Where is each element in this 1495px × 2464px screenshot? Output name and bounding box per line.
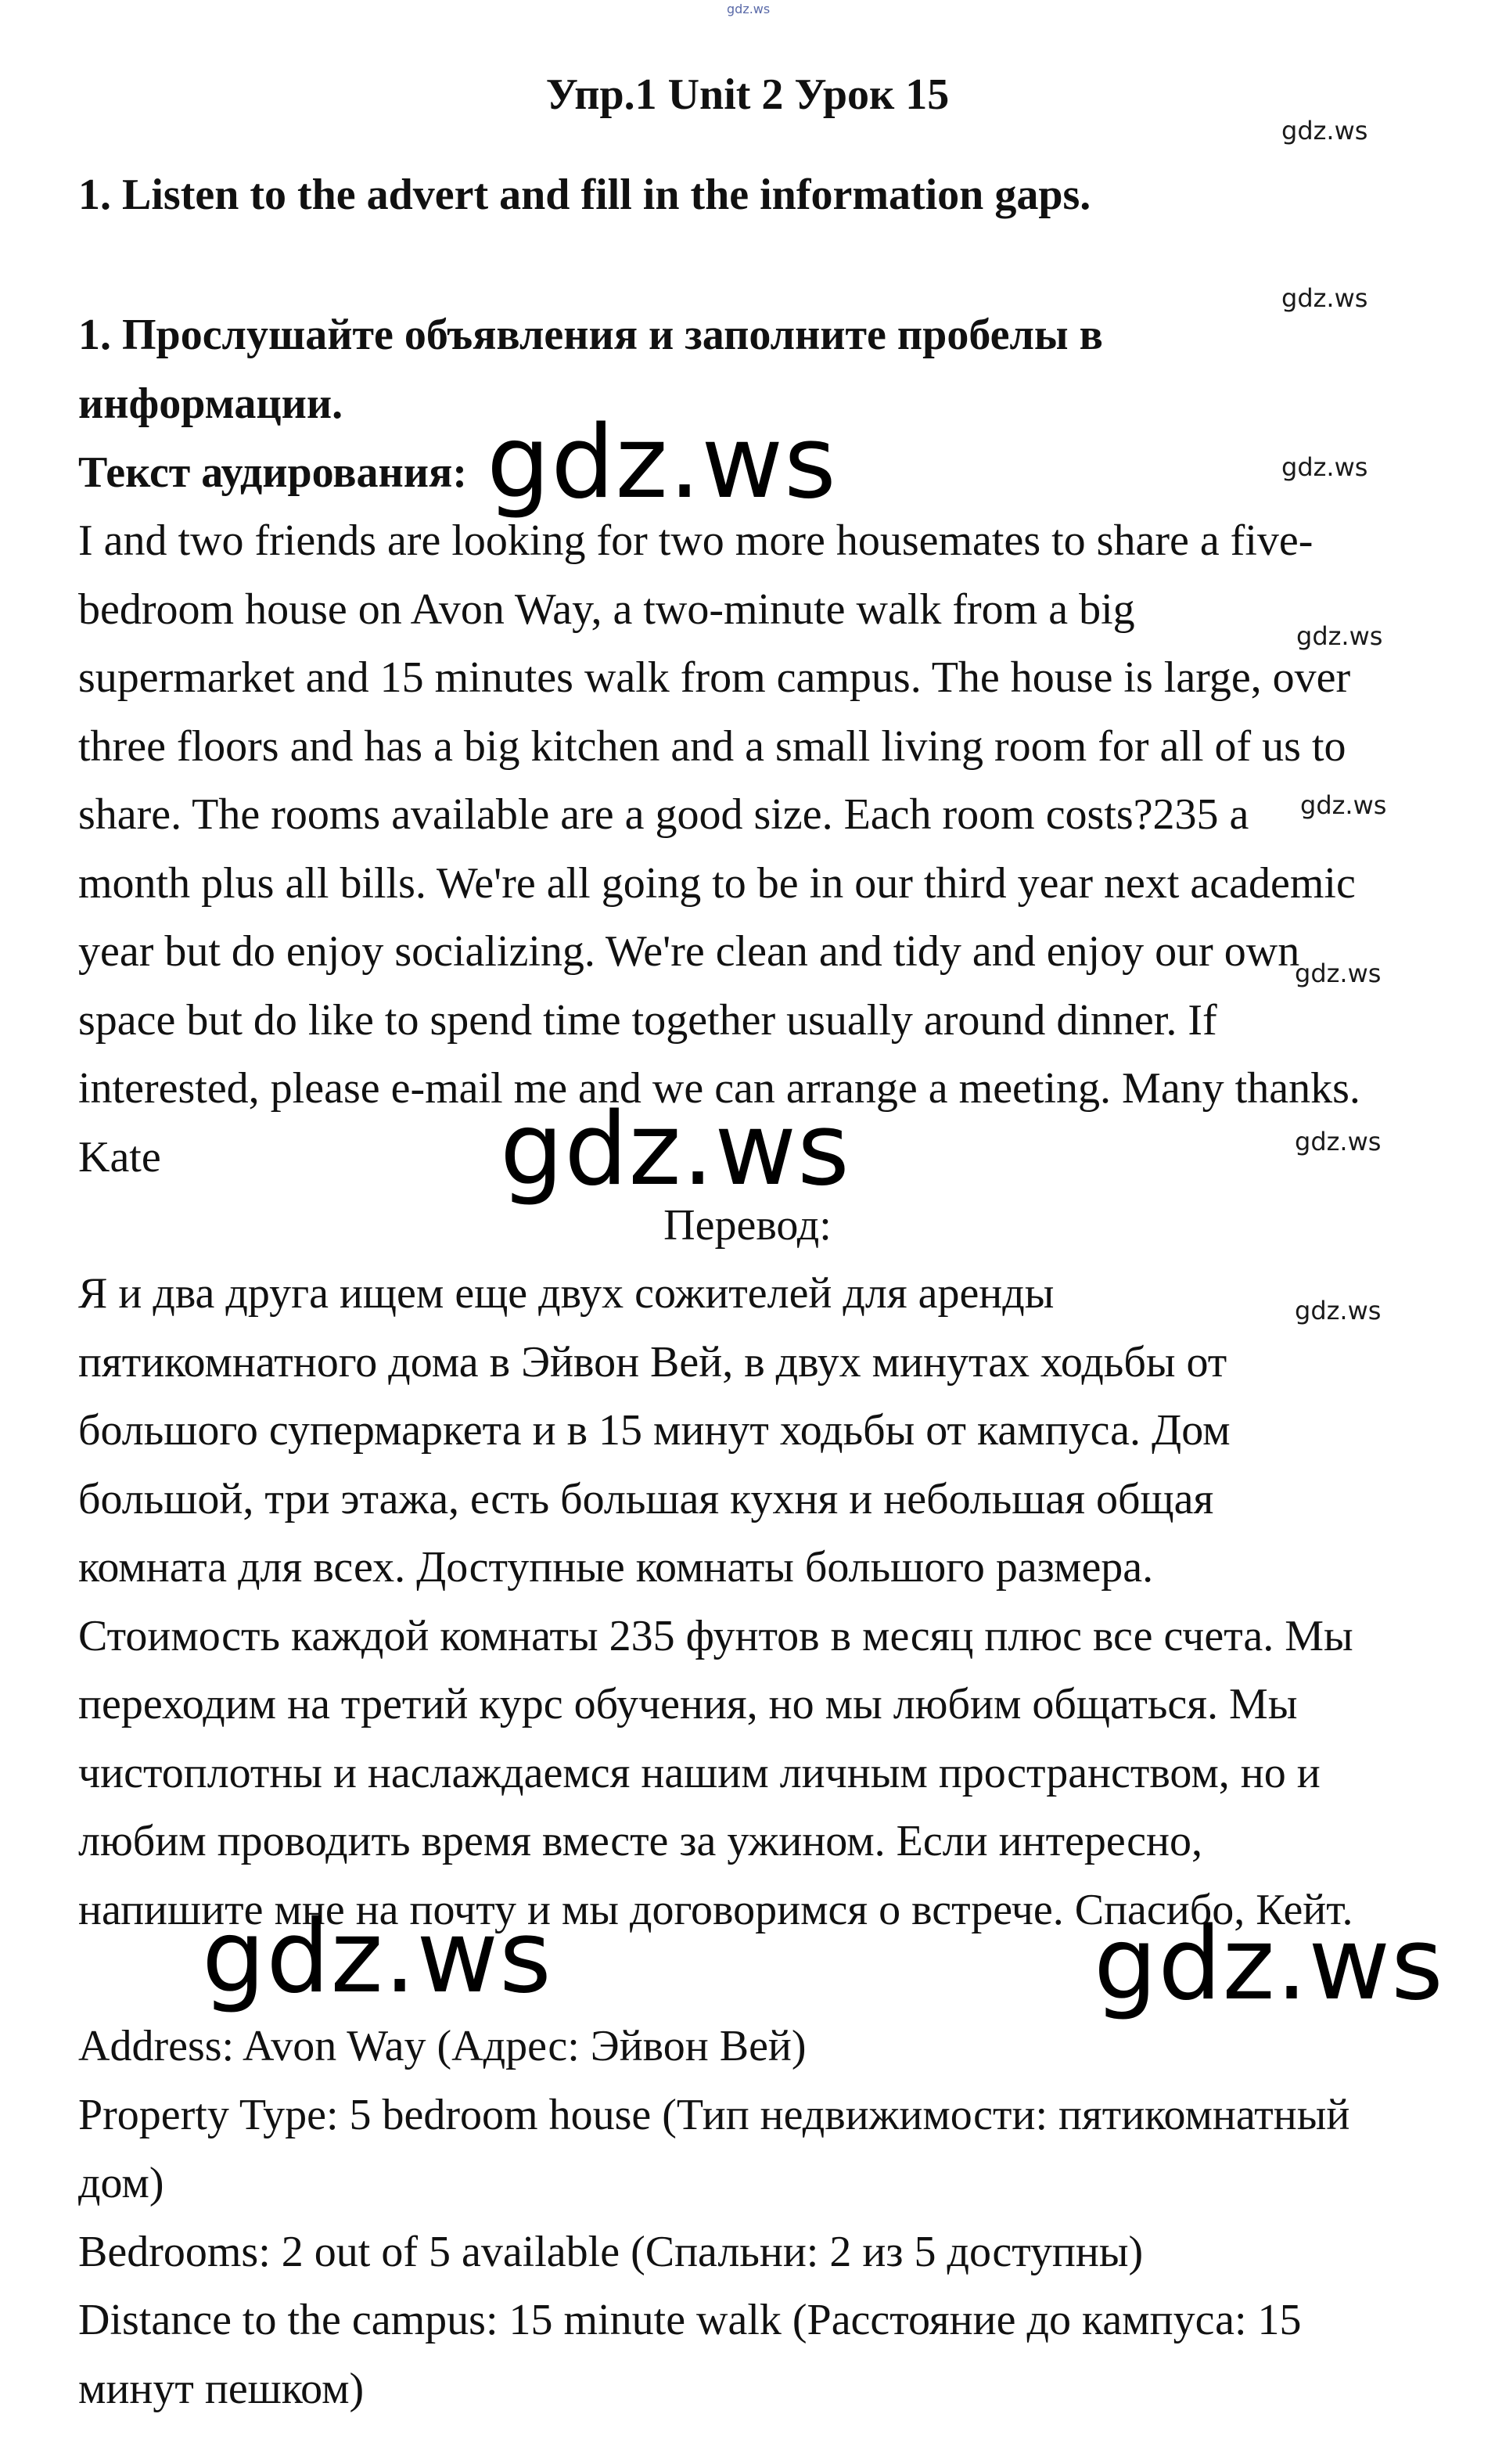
answer-line: минут пешком) [78, 2364, 365, 2413]
watermark-small: gdz.ws [1295, 1296, 1382, 1326]
watermark-big: gdz.ws [500, 1092, 850, 1208]
translation-line: любим проводить время вместе за ужином. Если интересно, [78, 1817, 1202, 1865]
listening-text [78, 507, 1424, 1192]
task-russian-line: информации. [78, 379, 343, 428]
task-english: 1. Listen to the advert and fill in the information gaps. [78, 171, 1091, 219]
translation-line: чистоплотны и наслаждаемся нашим личным пространством, но и [78, 1748, 1321, 1797]
translation-line: пятикомнатного дома в Эйвон Вей, в двух минутах ходьбы от [78, 1337, 1227, 1387]
listening-line: year but do enjoy socializing. We're clean and tidy and enjoy our own [78, 927, 1300, 976]
translation-line: переходим на третий курс обучения, но мы любим общаться. Мы [78, 1680, 1298, 1728]
listening-line: supermarket and 15 minutes walk from campus. The house is large, over [78, 653, 1351, 702]
listening-line: space but do like to spend time together usually around dinner. If [78, 995, 1217, 1045]
listening-line: interested, please e-mail me and we can arrange a meeting. Many thanks. [78, 1064, 1360, 1113]
watermark-small: gdz.ws [1295, 959, 1382, 988]
translation-line: большой, три этажа, есть большая кухня и небольшая общая [78, 1474, 1214, 1523]
watermark-small: gdz.ws [1281, 283, 1368, 313]
watermark-tiny: gdz.ws [727, 2, 771, 16]
listening-line: share. The rooms available are a good size. Each room costs?235 a [78, 790, 1249, 839]
watermark-big: gdz.ws [202, 1899, 552, 2016]
listening-line: month plus all bills. We're all going to be in our third year next academic [78, 858, 1356, 908]
translation-line: Я и два друга ищем еще двух сожителей для аренды [78, 1269, 1055, 1318]
task-russian-line: 1. Прослушайте объявления и заполните пробелы в [78, 311, 1103, 359]
translation-text [78, 1260, 1424, 1944]
page-title: Упр.1 Unit 2 Урок 15 [545, 70, 950, 119]
answer-line: дом) [78, 2159, 164, 2207]
answer-line: Bedrooms: 2 out of 5 available (Спальни: 2 из 5 доступны) [78, 2227, 1144, 2276]
listening-line: I and two friends are looking for two more housemates to share a five- [78, 516, 1314, 565]
translation-line: комната для всех. Доступные комнаты большого размера. [78, 1543, 1154, 1592]
watermark-small: gdz.ws [1296, 621, 1383, 651]
listening-heading: Текст аудирования: [78, 448, 467, 497]
listening-line: bedroom house on Avon Way, a two-minute walk from a big [78, 585, 1135, 634]
watermark-small: gdz.ws [1295, 1127, 1382, 1156]
answer-line: Distance to the campus: 15 minute walk (Расстояние до кампуса: 15 [78, 2296, 1302, 2344]
watermark-small: gdz.ws [1281, 116, 1368, 146]
translation-heading: Перевод: [663, 1201, 832, 1250]
watermark-small: gdz.ws [1300, 790, 1387, 820]
watermark-small: gdz.ws [1281, 452, 1368, 482]
translation-line: напишите мне на почту и мы договоримся о встрече. Спасибо, Кейт. [78, 1885, 1353, 1934]
answers-list [78, 2013, 1424, 2423]
answer-line: Address: Avon Way (Адрес: Эйвон Вей) [78, 2022, 807, 2070]
listening-line: Kate [78, 1132, 161, 1182]
watermark-big: gdz.ws [487, 405, 837, 521]
answer-line: Property Type: 5 bedroom house (Тип недвижимости: пятикомнатный [78, 2090, 1350, 2139]
translation-line: Стоимость каждой комнаты 235 фунтов в месяц плюс все счета. Мы [78, 1611, 1353, 1660]
listening-line: three floors and has a big kitchen and a small living room for all of us to [78, 721, 1346, 771]
translation-line: большого супермаркета и в 15 минут ходьбы от кампуса. Дом [78, 1406, 1231, 1455]
watermark-big: gdz.ws [1094, 1906, 1444, 2023]
